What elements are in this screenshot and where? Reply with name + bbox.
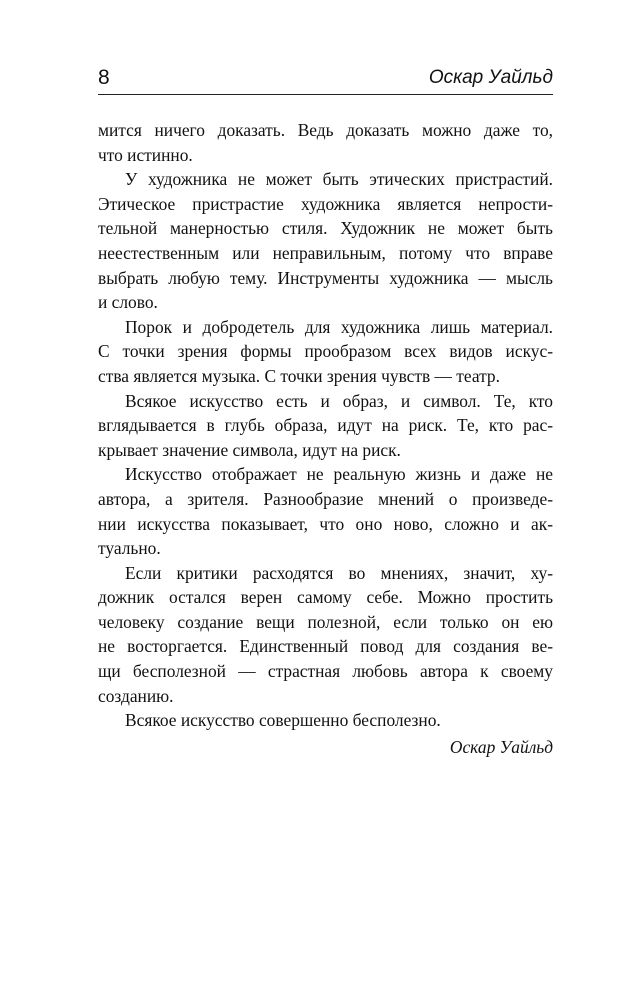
- text-line: С точки зрения формы прообразом всех видов искус-: [98, 341, 553, 362]
- text-line: мится ничего доказать. Ведь доказать можно даже то,: [98, 120, 553, 140]
- text-line: нии искусства показывает, что оно ново, сложно и ак-: [98, 513, 553, 534]
- text-line: Порок и добродетель для художника лишь материал.: [125, 316, 553, 337]
- paragraph-1: [98, 118, 553, 167]
- text-line: выбрать любую тему. Инструменты художника — мысль: [98, 267, 553, 288]
- text-line: неестественным или неправильным, потому что вправе: [98, 242, 553, 263]
- text-line: Всякое искусство есть и образ, и символ. Те, кто: [125, 390, 553, 411]
- text-line: созданию.: [98, 685, 174, 706]
- paragraph-5: [98, 462, 553, 560]
- running-head: [98, 64, 553, 95]
- page-number: 8: [98, 66, 110, 89]
- text-line: щи бесполезной — страстная любовь автора к своему: [98, 661, 553, 682]
- text-line: ства является музыка. С точки зрения чувств — театр.: [98, 365, 500, 386]
- body-text: [98, 118, 553, 759]
- book-page: [98, 64, 553, 759]
- text-line: Искусство отображает не реальную жизнь и даже не: [125, 464, 553, 485]
- text-line: человеку создание вещи полезной, если только он ею: [98, 611, 553, 632]
- text-line: Этическое пристрастие художника является непрости-: [98, 193, 553, 214]
- text-line: Если критики расходятся во мнениях, значит, ху-: [125, 562, 553, 583]
- paragraph-2: [98, 167, 553, 315]
- text-line: дожник остался верен самому себе. Можно простить: [98, 587, 553, 608]
- text-line: тельной манерностью стиля. Художник не может быть: [98, 218, 553, 239]
- paragraph-7: [98, 708, 553, 733]
- text-line: и слово.: [98, 292, 158, 313]
- paragraph-4: [98, 389, 553, 463]
- text-line: не восторгается. Единственный повод для создания ве-: [98, 636, 553, 657]
- text-line: У художника не может быть этических пристрастий.: [125, 169, 553, 190]
- text-line: туально.: [98, 538, 161, 559]
- text-line: Всякое искусство совершенно бесполезно.: [125, 710, 441, 731]
- text-line: автора, а зрителя. Разнообразие мнений о произведе-: [98, 488, 553, 509]
- text-line: крывает значение символа, идут на риск.: [98, 439, 401, 460]
- paragraph-3: [98, 315, 553, 389]
- text-line: вглядывается в глубь образа, идут на риск. Те, кто рас-: [98, 415, 553, 436]
- paragraph-6: [98, 561, 553, 709]
- text-line: что истинно.: [98, 144, 193, 165]
- author-signature: Оскар Уайльд: [449, 736, 553, 757]
- running-title: Оскар Уайльд: [428, 67, 553, 88]
